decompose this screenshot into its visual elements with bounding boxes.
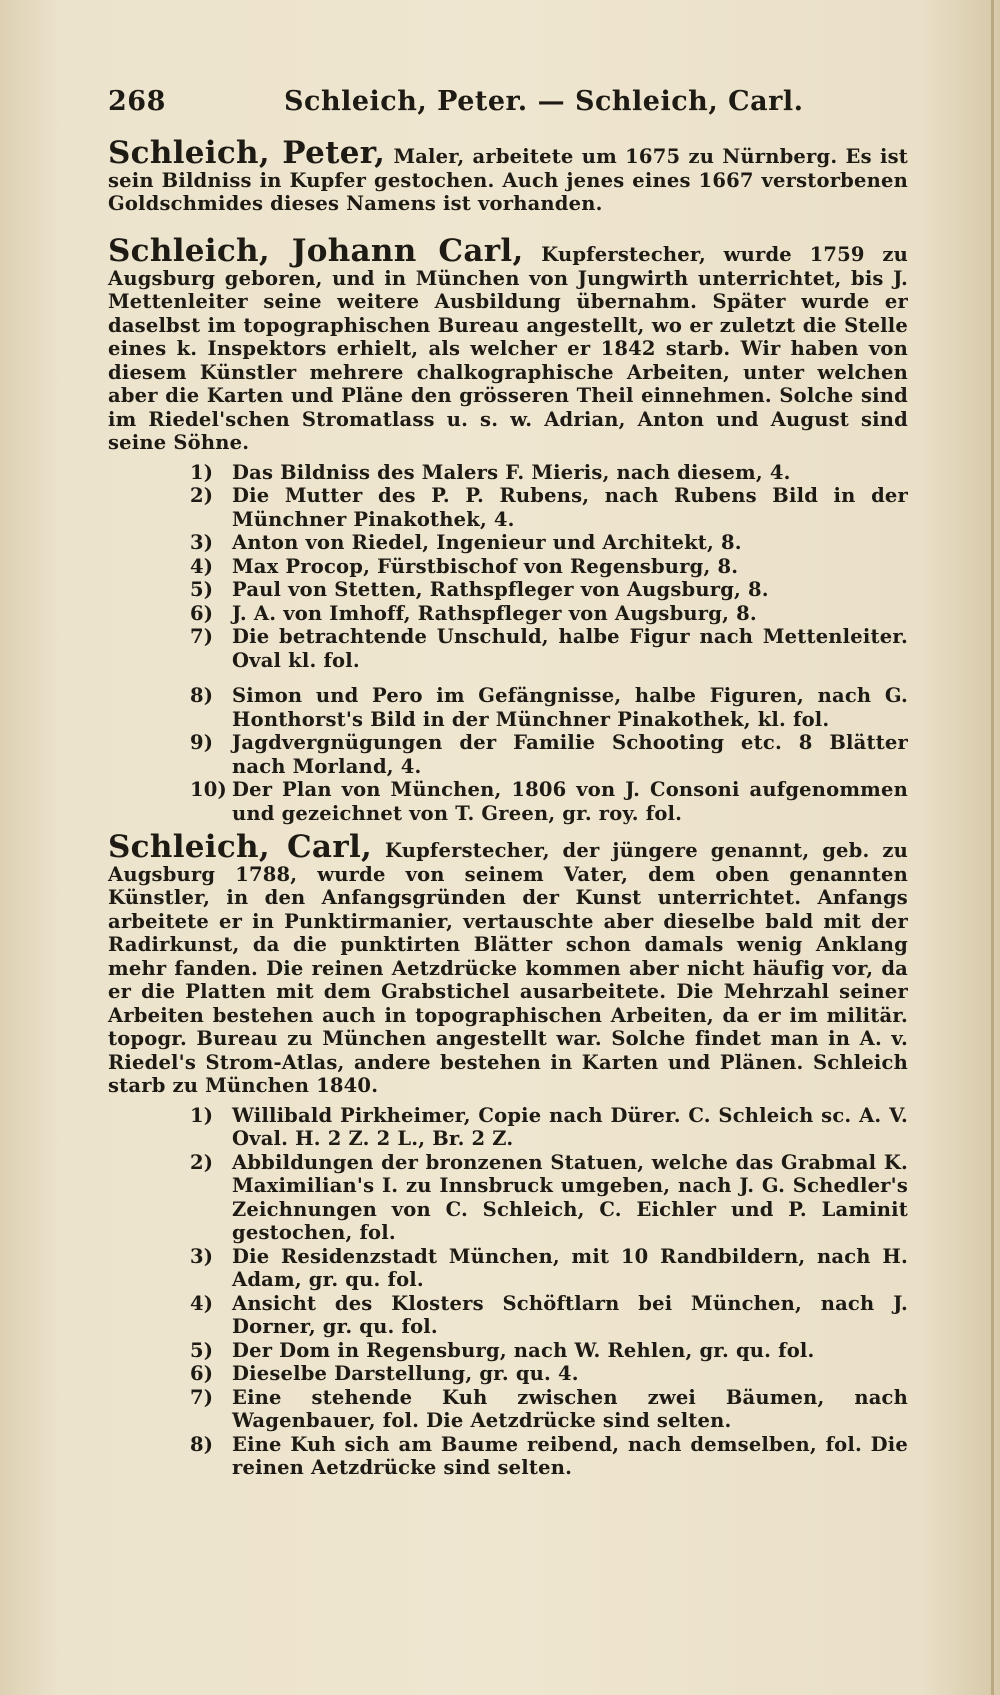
- list-item: [108, 1104, 908, 1151]
- item-text: Paul von Stetten, Rathspfleger von Augsburg, 8.: [232, 578, 769, 601]
- item-number: 4): [190, 554, 214, 578]
- item-number: 6): [190, 601, 214, 625]
- item-text: Die Residenzstadt München, mit 10 Randbildern, nach H. Adam, gr. qu. fol.: [232, 1244, 908, 1291]
- list-item: [108, 1362, 908, 1386]
- item-text: Jagdvergnügungen der Familie Schooting etc. 8 Blätter nach Morland, 4.: [232, 731, 908, 778]
- list-item: [108, 1151, 908, 1245]
- item-text: Der Plan von München, 1806 von J. Consoni aufgenommen und gezeichnet von T. Green, gr. roy. fol.: [232, 778, 908, 825]
- list-item: [108, 555, 908, 579]
- item-text: Die betrachtende Unschuld, halbe Figur nach Mettenleiter. Oval kl. fol.: [232, 625, 908, 672]
- item-number: 2): [190, 484, 214, 507]
- list-item: [108, 1339, 908, 1363]
- entry-schleich-johann-carl: [108, 233, 908, 825]
- list-item: [108, 625, 908, 672]
- list-item: [108, 1292, 908, 1339]
- list-item: [108, 1245, 908, 1292]
- item-number: 7): [190, 1385, 214, 1409]
- item-number: 3): [190, 1244, 214, 1268]
- entry-schleich-carl: [108, 829, 908, 1480]
- page-number: 268: [108, 86, 166, 117]
- item-number: 1): [190, 1103, 214, 1127]
- item-number: 8): [190, 684, 214, 707]
- item-text: Ansicht des Klosters Schöftlarn bei München, nach J. Dorner, gr. qu. fol.: [232, 1291, 908, 1338]
- entry-body: [108, 829, 908, 1098]
- item-text: Anton von Riedel, Ingenieur und Architekt, 8.: [232, 531, 742, 554]
- item-number: 6): [190, 1362, 214, 1385]
- entry-body: [108, 135, 908, 216]
- works-list: [108, 461, 908, 826]
- works-list: [108, 1104, 908, 1480]
- item-number: 5): [190, 578, 214, 601]
- item-number: 8): [190, 1432, 214, 1456]
- entry-body: [108, 233, 908, 455]
- item-text: J. A. von Imhoff, Rathspfleger von Augsburg, 8.: [232, 601, 757, 625]
- item-number: 1): [190, 460, 214, 484]
- item-text: Dieselbe Darstellung, gr. qu. 4.: [232, 1362, 579, 1385]
- item-text: Eine stehende Kuh zwischen zwei Bäumen, nach Wagenbauer, fol. Die Aetzdrücke sind selten.: [232, 1385, 908, 1432]
- item-text: Max Procop, Fürstbischof von Regensburg, 8.: [232, 554, 739, 578]
- item-number: 4): [190, 1291, 214, 1315]
- list-item: [108, 1386, 908, 1433]
- list-item: [108, 684, 908, 731]
- page-edge: [991, 0, 994, 1695]
- list-item: [108, 1433, 908, 1480]
- entry-text: Kupferstecher, wurde 1759 zu Augsburg geboren, und in München von Jungwirth unterrichtet, bis J. Mettenleiter seine weitere Ausbildung übernahm. Später wurde er daselbst im topographischen Bureau angestellt, wo er zuletzt die Stelle eines k. Inspektors erhielt, als welcher er 1842 starb. Wir haben von diesem Künstler mehrere chalkographische Arbeiten, unter welchen aber die Karten und Pläne den grösseren Theil einnehmen. Solche sind im Riedel'schen Stromatlass u. s. w. Adrian, Anton und August sind seine Söhne.: [108, 243, 908, 454]
- entry-schleich-peter: [108, 135, 908, 216]
- item-text: Die Mutter des P. P. Rubens, nach Rubens Bild in der Münchner Pinakothek, 4.: [232, 484, 908, 531]
- item-number: 5): [190, 1338, 214, 1362]
- item-text: Das Bildniss des Malers F. Mieris, nach diesem, 4.: [232, 460, 791, 484]
- list-item: [108, 578, 908, 602]
- item-text: Eine Kuh sich am Baume reibend, nach demselben, fol. Die reinen Aetzdrücke sind selten.: [232, 1432, 908, 1479]
- item-text: Simon und Pero im Gefängnisse, halbe Figuren, nach G. Honthorst's Bild in der Münchner Pinakothek, kl. fol.: [232, 684, 908, 731]
- list-item: [108, 461, 908, 485]
- item-text: Willibald Pirkheimer, Copie nach Dürer. C. Schleich sc. A. V. Oval. H. 2 Z. 2 L., Br. 2 Z.: [232, 1103, 908, 1150]
- item-number: 9): [190, 731, 214, 754]
- item-text: Abbildungen der bronzenen Statuen, welche das Grabmal K. Maximilian's I. zu Innsbruck umgeben, nach J. G. Schedler's Zeichnungen von C. Schleich, C. Eichler und P. Laminit gestochen, fol.: [232, 1150, 908, 1244]
- entry-text: Kupferstecher, der jüngere genannt, geb. zu Augsburg 1788, wurde von seinem Vater, dem oben genannten Künstler, in den Anfangsgründen der Kunst unterrichtet. Anfangs arbeitete er in Punktirmanier, vertauschte aber dieselbe bald mit der Radirkunst, da die punktirten Blätter schon damals wenig Anklang mehr fanden. Die reinen Aetzdrücke kommen aber nicht häufig vor, da er die Platten mit dem Grabstichel ausarbeitete. Die Mehrzahl seiner Arbeiten bestehen auch in topographischen Arbeiten, da er im militär. topogr. Bureau zu München angestellt war. Solche findet man in A. v. Riedel's Strom-Atlas, andere bestehen in Karten und Plänen. Schleich starb zu München 1840.: [108, 839, 908, 1097]
- running-title: Schleich, Peter. — Schleich, Carl.: [284, 86, 804, 117]
- item-number: 7): [190, 625, 214, 648]
- entry-text: Maler, arbeitete um 1675 zu Nürnberg. Es ist sein Bildniss in Kupfer gestochen. Auch jenes eines 1667 verstorbenen Goldschmides dieses Namens ist vorhanden.: [108, 145, 908, 215]
- entry-name: Schleich, Carl,: [108, 829, 373, 865]
- list-item: [108, 602, 908, 626]
- list-item: [108, 778, 908, 825]
- list-item: [108, 731, 908, 778]
- list-item: [108, 484, 908, 531]
- entry-name: Schleich, Johann Carl,: [108, 233, 524, 269]
- item-number: 2): [190, 1150, 214, 1174]
- list-item: [108, 531, 908, 555]
- item-number: 10): [190, 778, 227, 801]
- item-text: Der Dom in Regensburg, nach W. Rehlen, gr. qu. fol.: [232, 1338, 815, 1362]
- entry-name: Schleich, Peter,: [108, 135, 386, 171]
- item-number: 3): [190, 531, 214, 554]
